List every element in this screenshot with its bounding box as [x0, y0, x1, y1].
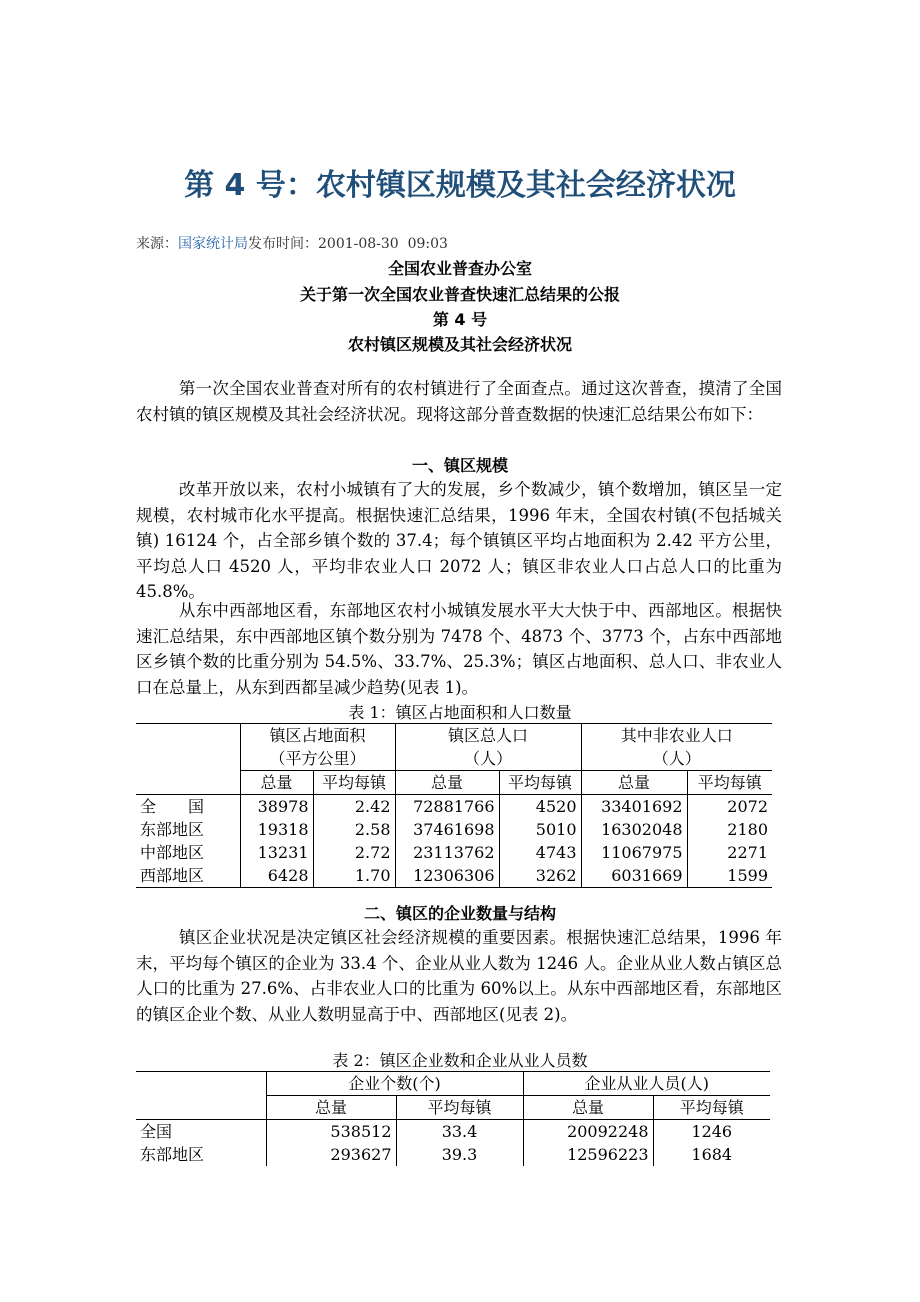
cell: 20092248 — [523, 1120, 653, 1144]
table1-group-nonagri: 其中非农业人口 — [581, 724, 772, 748]
cell: 2.72 — [313, 841, 395, 864]
section1-heading: 一、镇区规模 — [411, 456, 508, 475]
cell: 19318 — [240, 818, 313, 841]
meta-line — [136, 233, 448, 253]
table1-caption: 表 1：镇区占地面积和人口数量 — [348, 703, 572, 722]
cell: 1684 — [653, 1143, 770, 1166]
table1-subheader: 总量 — [395, 771, 499, 795]
table1-unit-area: （平方公里） — [240, 747, 395, 771]
cell: 37461698 — [395, 818, 499, 841]
time-label: 发布时间： — [248, 236, 318, 252]
table1-subheader-blank — [136, 771, 240, 795]
cell: 293627 — [266, 1143, 396, 1166]
publish-time: 2001-08-30 09:03 — [318, 236, 448, 252]
intro-paragraph: 第一次全国农业普查对所有的农村镇进行了全面查点。通过这次普查，摸清了全国农村镇的镇区规模及其社会经济状况。现将这部分普查数据的快速汇总结果公布如下： — [136, 379, 782, 424]
cell: 5010 — [499, 818, 581, 841]
table-row — [136, 864, 772, 888]
source-label: 来源： — [136, 236, 178, 252]
table1-subheader: 平均每镇 — [687, 771, 772, 795]
table1-subheader: 总量 — [240, 771, 313, 795]
table-row — [136, 1120, 770, 1144]
cell: 23113762 — [395, 841, 499, 864]
cell: 3262 — [499, 864, 581, 888]
table-row — [136, 795, 772, 819]
table2-group-enterprises: 企业个数(个) — [266, 1072, 523, 1096]
section1-paragraph-1: 改革开放以来，农村小城镇有了大的发展，乡个数减少，镇个数增加，镇区呈一定规模，农村城市化水平提高。根据快速汇总结果，1996 年末，全国农村镇(不包括城关镇) 16124 个，占全部乡镇个数的 37.4；每个镇镇区平均占地面积为 2.42 平方公里，平均总人口 4520 人，平均非农业人口 2072 人；镇区非农业人口占总人口的比重为 45.8%。 — [136, 480, 782, 601]
header-subject: 农村镇区规模及其社会经济状况 — [347, 335, 572, 354]
cell: 13231 — [240, 841, 313, 864]
row-label: 东部地区 — [140, 820, 205, 839]
table1-subheader: 总量 — [581, 771, 687, 795]
cell: 33401692 — [581, 795, 687, 819]
table1-unit-nonagri: （人） — [581, 747, 772, 771]
row-label: 全 国 — [140, 797, 205, 816]
cell: 2.42 — [313, 795, 395, 819]
cell: 72881766 — [395, 795, 499, 819]
table1-subheader: 平均每镇 — [499, 771, 581, 795]
cell: 2180 — [687, 818, 772, 841]
table1-corner — [136, 724, 240, 771]
table1 — [136, 723, 772, 888]
cell: 6031669 — [581, 864, 687, 888]
table-row — [136, 818, 772, 841]
table2-corner — [136, 1072, 266, 1120]
header-number: 第 4 号 — [432, 310, 488, 329]
table2-subheader: 平均每镇 — [653, 1096, 770, 1120]
cell: 1246 — [653, 1120, 770, 1144]
cell: 4520 — [499, 795, 581, 819]
cell: 4743 — [499, 841, 581, 864]
table2-subheader: 总量 — [523, 1096, 653, 1120]
source-link[interactable]: 国家统计局 — [178, 236, 248, 252]
table2-caption: 表 2：镇区企业数和企业从业人员数 — [332, 1051, 588, 1070]
cell: 1599 — [687, 864, 772, 888]
table2-subheader: 平均每镇 — [396, 1096, 523, 1120]
header-office: 全国农业普查办公室 — [387, 259, 532, 278]
cell: 2271 — [687, 841, 772, 864]
header-bulletin: 关于第一次全国农业普查快速汇总结果的公报 — [299, 285, 620, 304]
cell: 11067975 — [581, 841, 687, 864]
table1-subheader: 平均每镇 — [313, 771, 395, 795]
table1-unit-population: （人） — [395, 747, 581, 771]
table1-group-area: 镇区占地面积 — [240, 724, 395, 748]
row-label: 东部地区 — [140, 1145, 205, 1164]
table-row — [136, 841, 772, 864]
cell: 1.70 — [313, 864, 395, 888]
cell: 39.3 — [396, 1143, 523, 1166]
cell: 16302048 — [581, 818, 687, 841]
page-title: 第 4 号：农村镇区规模及其社会经济状况 — [184, 168, 736, 203]
section2-paragraph-1: 镇区企业状况是决定镇区社会经济规模的重要因素。根据快速汇总结果，1996 年末，平均每个镇区的企业为 33.4 个、企业从业人数为 1246 人。企业从业人数占镇区总人口的比重为 27.6%、占非农业人口的比重为 60%以上。从东中西部地区看，东部地区的镇区企业个数、从业人数明显高于中、西部地区(见表 2)。 — [136, 928, 782, 1024]
table-row — [136, 1143, 770, 1166]
table2 — [136, 1071, 770, 1166]
cell: 12306306 — [395, 864, 499, 888]
row-label: 中部地区 — [140, 843, 205, 862]
cell: 538512 — [266, 1120, 396, 1144]
section1-paragraph-2: 从东中西部地区看，东部地区农村小城镇发展水平大大快于中、西部地区。根据快速汇总结果，东中西部地区镇个数分别为 7478 个、4873 个、3773 个，占东中西部地区乡镇个数的比重分别为 54.5%、33.7%、25.3%；镇区占地面积、总人口、非农业人口在总量上，从东到西都呈减少趋势(见表 1)。 — [136, 601, 782, 697]
table1-group-population: 镇区总人口 — [395, 724, 581, 748]
cell: 2072 — [687, 795, 772, 819]
row-label: 全国 — [136, 1120, 266, 1144]
cell: 6428 — [240, 864, 313, 888]
table2-group-employees: 企业从业人员(人) — [523, 1072, 770, 1096]
cell: 38978 — [240, 795, 313, 819]
cell: 33.4 — [396, 1120, 523, 1144]
table2-subheader: 总量 — [266, 1096, 396, 1120]
row-label: 西部地区 — [136, 864, 240, 888]
section2-heading: 二、镇区的企业数量与结构 — [363, 904, 556, 923]
cell: 12596223 — [523, 1143, 653, 1166]
cell: 2.58 — [313, 818, 395, 841]
